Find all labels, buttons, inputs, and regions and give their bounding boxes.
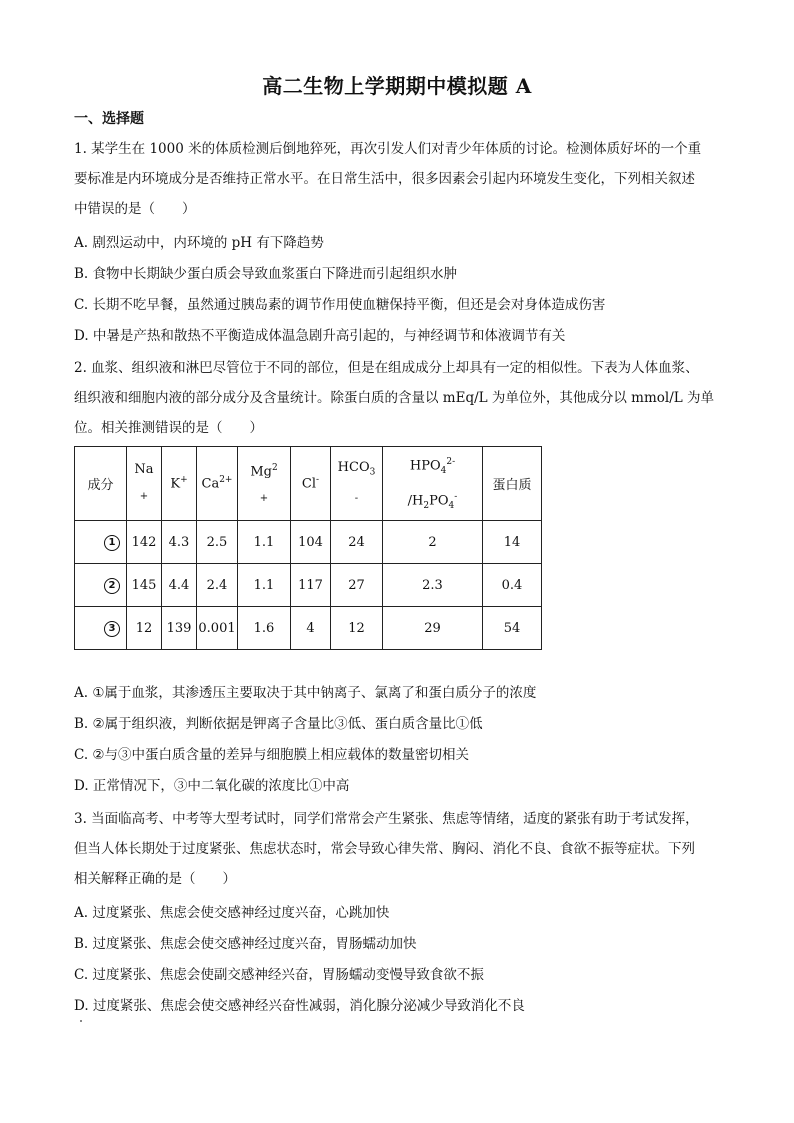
header-component: 成分 (75, 447, 127, 521)
table-cell: 104 (291, 521, 331, 564)
table-cell: 1.1 (238, 521, 291, 564)
row-label: 2 (75, 564, 127, 607)
row-label: 3 (75, 607, 127, 650)
question-2-option-a: A. ①属于血浆，其渗透压主要取决于其中钠离子、氯离了和蛋白质分子的浓度 (74, 685, 537, 701)
question-3-line: 但当人体长期处于过度紧张、焦虑状态时，常会导致心律失常、胸闷、消化不良、食欲不振等症状。下列 (74, 841, 695, 857)
header-hco3: $HCO_3$ - (331, 447, 383, 521)
question-2-line: 位。相关推测错误的是（ ） (74, 420, 263, 436)
table-cell: 54 (483, 607, 542, 650)
question-1-option-b: B. 食物中长期缺少蛋白质会导致血浆蛋白下降进而引起组织水肿 (74, 266, 458, 282)
table-cell: 4.4 (162, 564, 197, 607)
header-phosphate: $HPO_4^{2-}$ $/H_2PO_4^-$ (383, 447, 483, 521)
question-1-option-c: C. 长期不吃早餐，虽然通过胰岛素的调节作用使血糖保持平衡，但还是会对身体造成伤害 (74, 297, 606, 313)
question-1-option-a: A. 剧烈运动中，内环境的 pH 有下降趋势 (74, 235, 324, 251)
question-3-option-d: D. 过度紧张、焦虑会使交感神经兴奋性减弱，消化腺分泌减少导致消化不良 (74, 998, 525, 1014)
table-cell: 142 (127, 521, 162, 564)
question-3-line: 3. 当面临高考、中考等大型考试时，同学们常常会产生紧张、焦虑等情绪，适度的紧张有助于考试发挥， (74, 811, 699, 827)
table-cell: 29 (383, 607, 483, 650)
table-cell: 2.4 (197, 564, 238, 607)
table-cell: 117 (291, 564, 331, 607)
table-cell: 12 (331, 607, 383, 650)
question-1-line: 中错误的是（ ） (74, 201, 196, 217)
question-3-option-c: C. 过度紧张、焦虑会使副交感神经兴奋，胃肠蠕动变慢导致食欲不振 (74, 967, 484, 983)
question-2-line: 2. 血浆、组织液和淋巴尽管位于不同的部位，但是在组成成分上却具有一定的相似性。下表为人体血浆、 (74, 360, 699, 376)
header-ca: $Ca^{2+}$ (197, 447, 238, 521)
table-cell: 145 (127, 564, 162, 607)
stray-mark (80, 1020, 82, 1022)
question-1-option-d: D. 中暑是产热和散热不平衡造成体温急剧升高引起的，与神经调节和体液调节有关 (74, 328, 566, 344)
question-3-option-b: B. 过度紧张、焦虑会使交感神经过度兴奋，胃肠蠕动加快 (74, 936, 417, 952)
table-cell: 2.5 (197, 521, 238, 564)
question-1-line: 要标准是内环境成分是否维持正常水平。在日常生活中，很多因素会引起内环境发生变化，下列相关叙述 (74, 171, 695, 187)
question-2-line: 组织液和细胞内液的部分成分及含量统计。除蛋白质的含量以 mEq/L 为单位外，其他成分以 mmol/L 为单 (74, 390, 715, 406)
question-3-stem (74, 804, 724, 894)
table-header-row (75, 447, 542, 521)
table-cell: 24 (331, 521, 383, 564)
table-row (75, 564, 542, 607)
table-cell: 12 (127, 607, 162, 650)
table-cell: 4 (291, 607, 331, 650)
table-cell: 1.1 (238, 564, 291, 607)
header-mg: $Mg^2$ + (238, 447, 291, 521)
composition-table (74, 446, 542, 650)
table-cell: 2.3 (383, 564, 483, 607)
question-3-line: 相关解释正确的是（ ） (74, 871, 236, 887)
table-cell: 14 (483, 521, 542, 564)
question-1-line: 1. 某学生在 1000 米的体质检测后倒地猝死，再次引发人们对青少年体质的讨论。检测体质好坏的一个重 (74, 141, 702, 157)
table-cell: 2 (383, 521, 483, 564)
table-row (75, 607, 542, 650)
question-2-stem (74, 353, 724, 443)
table-cell: 27 (331, 564, 383, 607)
question-3-option-a: A. 过度紧张、焦虑会使交感神经过度兴奋，心跳加快 (74, 905, 390, 921)
question-2-option-c: C. ②与③中蛋白质含量的差异与细胞膜上相应载体的数量密切相关 (74, 747, 470, 763)
table-cell: 0.001 (197, 607, 238, 650)
question-2-option-b: B. ②属于组织液，判断依据是钾离子含量比③低、蛋白质含量比①低 (74, 716, 483, 732)
table-row (75, 521, 542, 564)
header-protein: 蛋白质 (483, 447, 542, 521)
header-k: K+ (162, 447, 197, 521)
question-1-stem (74, 134, 724, 224)
header-cl: Cl- (291, 447, 331, 521)
table-cell: 1.6 (238, 607, 291, 650)
table-cell: 0.4 (483, 564, 542, 607)
question-2-option-d: D. 正常情况下，③中二氧化碳的浓度比①中高 (74, 778, 350, 794)
table-cell: 4.3 (162, 521, 197, 564)
row-label: 1 (75, 521, 127, 564)
page-title: 高二生物上学期期中模拟题 A (262, 74, 532, 98)
header-na: Na + (127, 447, 162, 521)
table-cell: 139 (162, 607, 197, 650)
section-heading: 一、选择题 (74, 111, 144, 127)
